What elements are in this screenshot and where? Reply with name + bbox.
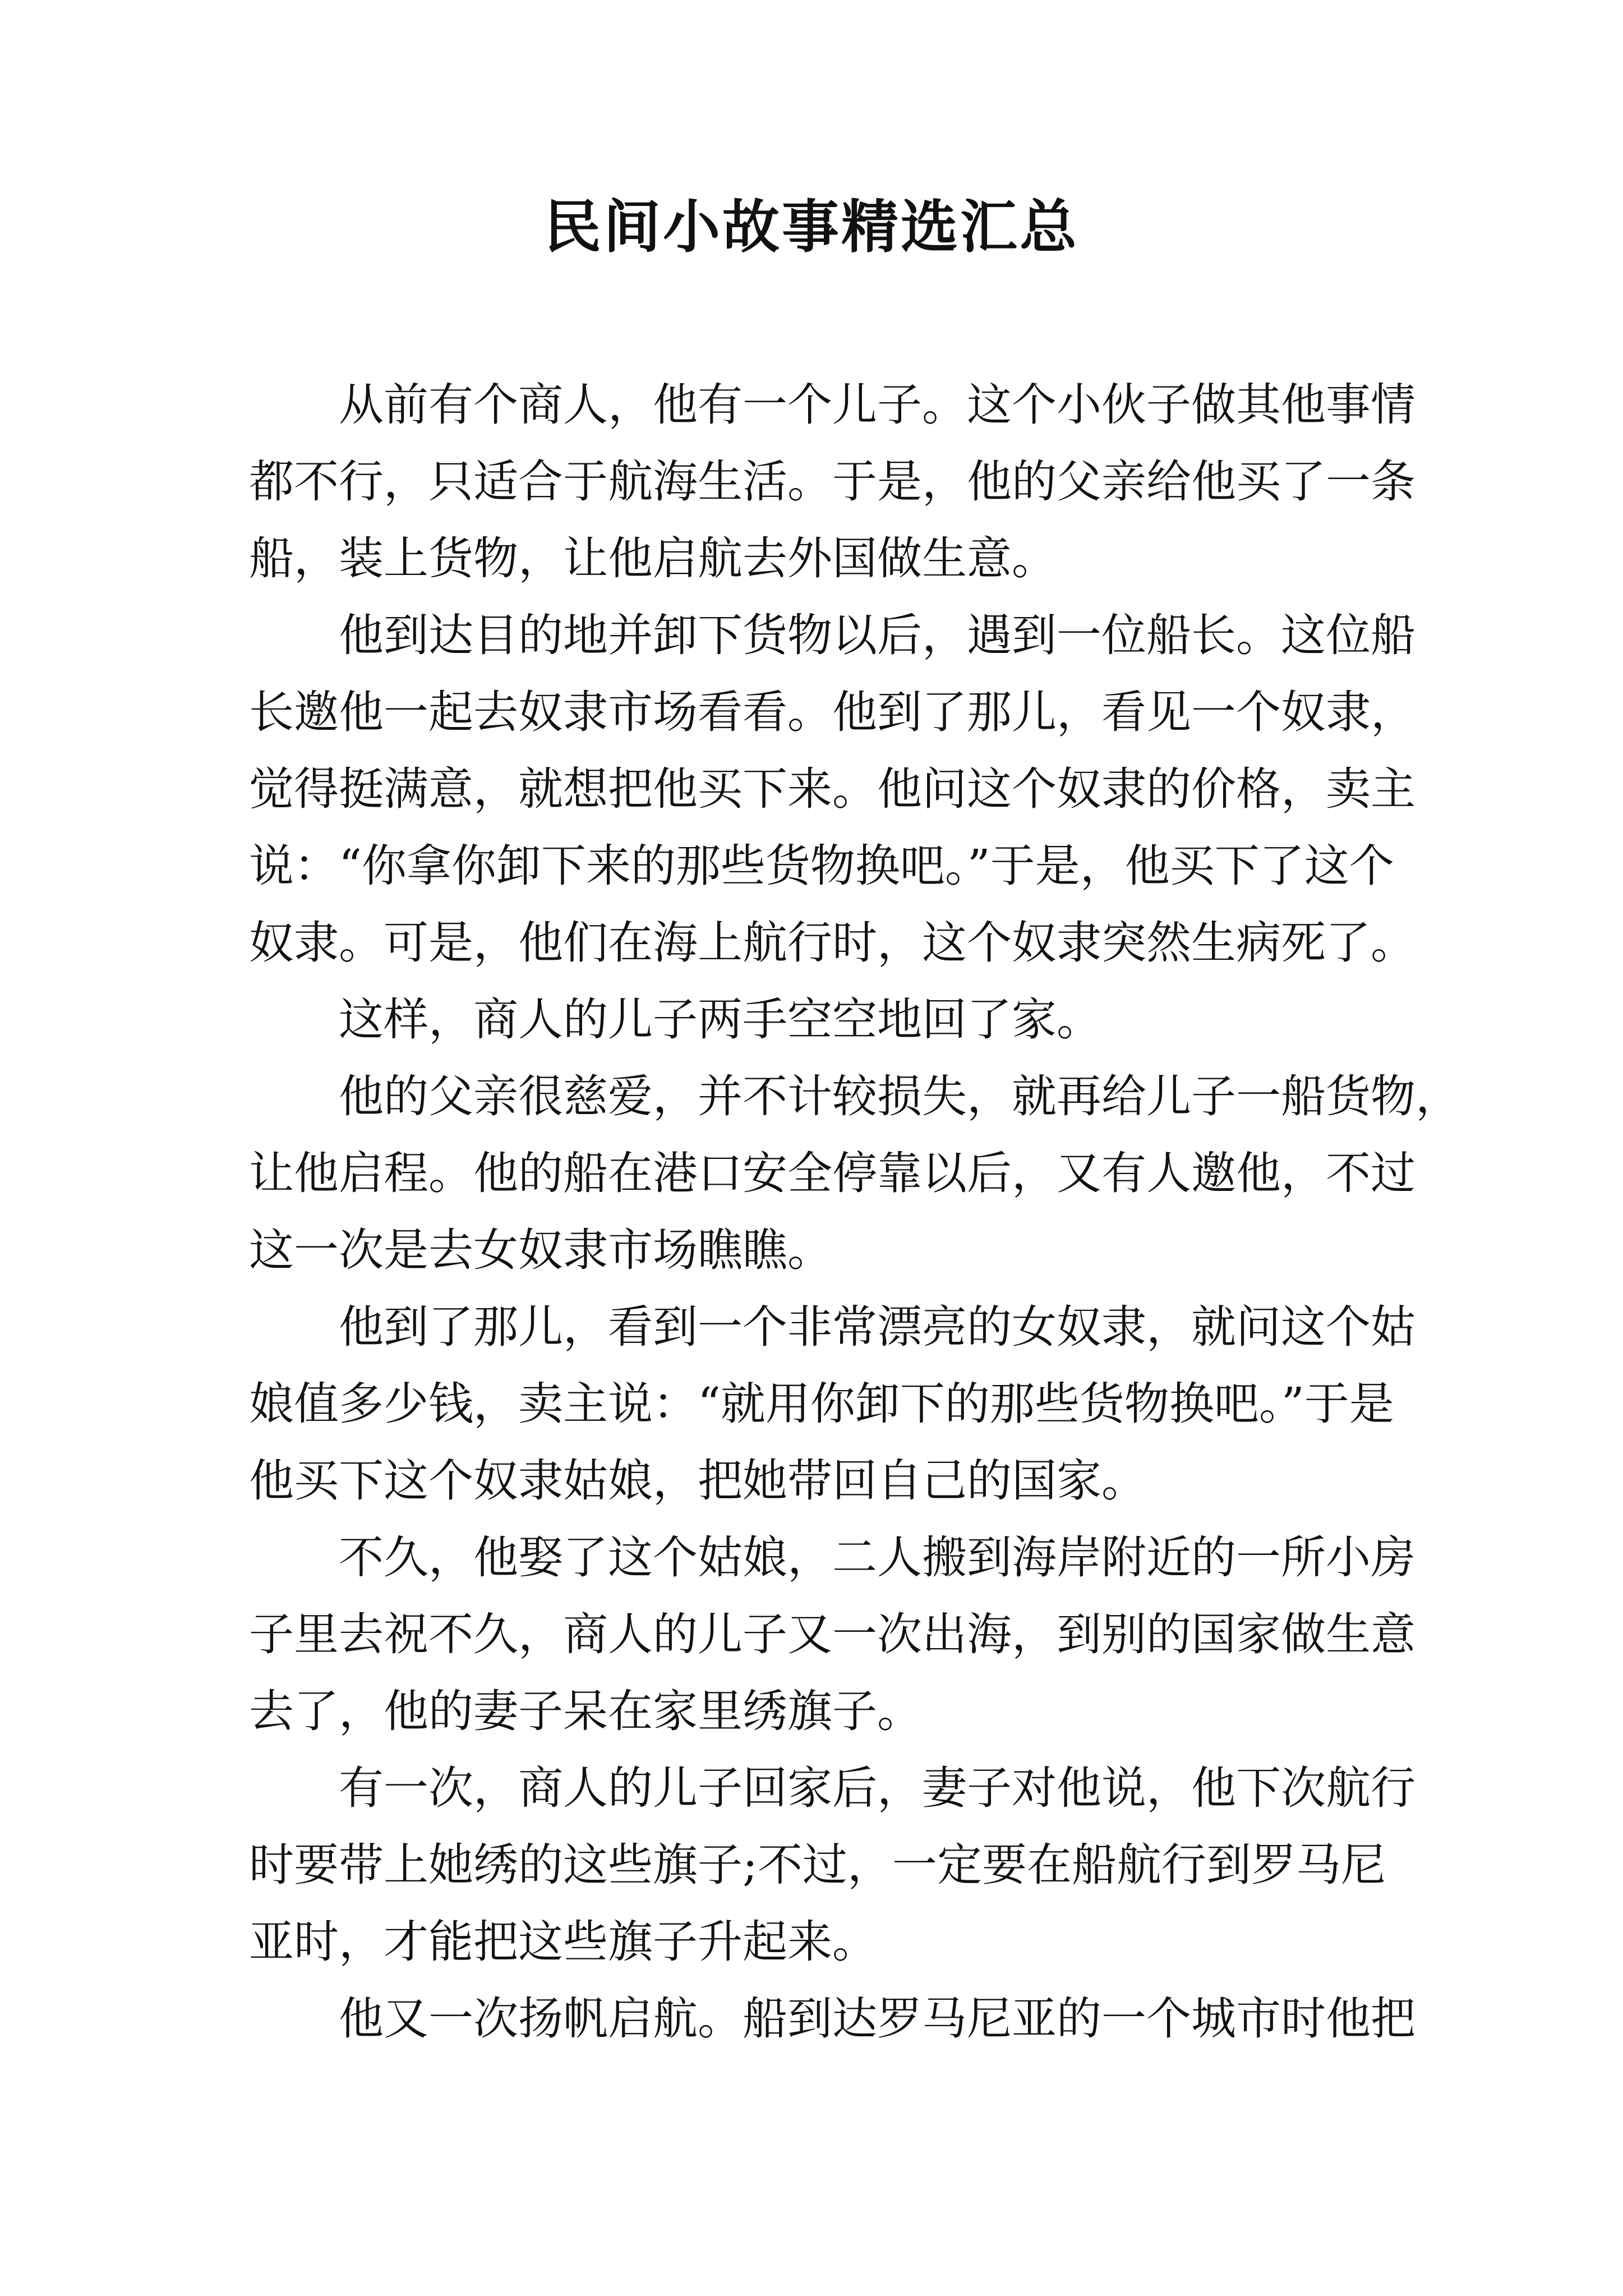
text-line: 说：“你拿你卸下来的那些货物换吧。”于是，他买下了这个 <box>249 840 1394 892</box>
text-line: 他的父亲很慈爱，并不计较损失，就再给儿子一船货物， <box>339 1070 1460 1122</box>
text-line: 子里去祝不久，商人的儿子又一次出海，到别的国家做生意 <box>249 1608 1415 1660</box>
paragraph <box>249 366 1415 597</box>
text-line: 他到达目的地并卸下货物以后，遇到一位船长。这位船 <box>339 609 1415 661</box>
paragraph <box>249 597 1415 981</box>
document-body <box>249 366 1460 2057</box>
text-line: 这一次是去女奴隶市场瞧瞧。 <box>249 1224 832 1276</box>
paragraph <box>249 1289 1415 1519</box>
text-line: 有一次，商人的儿子回家后，妻子对他说，他下次航行 <box>339 1762 1415 1814</box>
text-line: 都不行，只适合于航海生活。于是，他的父亲给他买了一条 <box>249 455 1415 508</box>
paragraph <box>249 1980 1415 2057</box>
text-line: 船，装上货物，让他启航去外国做生意。 <box>249 532 1057 585</box>
paragraph <box>249 1519 1415 1750</box>
text-line: 他到了那儿，看到一个非常漂亮的女奴隶，就问这个姑 <box>339 1301 1415 1353</box>
text-line: 去了，他的妻子呆在家里绣旗子。 <box>249 1685 922 1737</box>
text-line: 他又一次扬帆启航。船到达罗马尼亚的一个城市时他把 <box>339 1993 1415 2045</box>
paragraph <box>249 981 1376 1058</box>
text-line: 亚时，才能把这些旗子升起来。 <box>249 1916 877 1968</box>
text-line: 娘值多少钱，卖主说：“就用你卸下的那些货物换吧。”于是 <box>249 1378 1394 1430</box>
text-line: 从前有个商人，他有一个儿子。这个小伙子做其他事情 <box>339 379 1415 431</box>
text-line: 不久，他娶了这个姑娘，二人搬到海岸附近的一所小房 <box>339 1531 1415 1584</box>
document-title: 民间小故事精选汇总 <box>544 194 1079 261</box>
paragraph <box>249 1750 1415 1980</box>
text-line: 时要带上她绣的这些旗子;不过，一定要在船航行到罗马尼 <box>249 1839 1386 1891</box>
text-line: 长邀他一起去奴隶市场看看。他到了那儿，看见一个奴隶， <box>249 686 1415 738</box>
paragraph <box>249 1058 1460 1289</box>
text-line: 觉得挺满意，就想把他买下来。他问这个奴隶的价格，卖主 <box>249 763 1415 815</box>
text-line: 让他启程。他的船在港口安全停靠以后，又有人邀他，不过 <box>249 1147 1415 1199</box>
text-line: 奴隶。可是，他们在海上航行时，这个奴隶突然生病死了。 <box>249 917 1415 969</box>
text-line: 这样，商人的儿子两手空空地回了家。 <box>339 993 1101 1046</box>
text-line: 他买下这个奴隶姑娘，把她带回自己的国家。 <box>249 1455 1146 1507</box>
